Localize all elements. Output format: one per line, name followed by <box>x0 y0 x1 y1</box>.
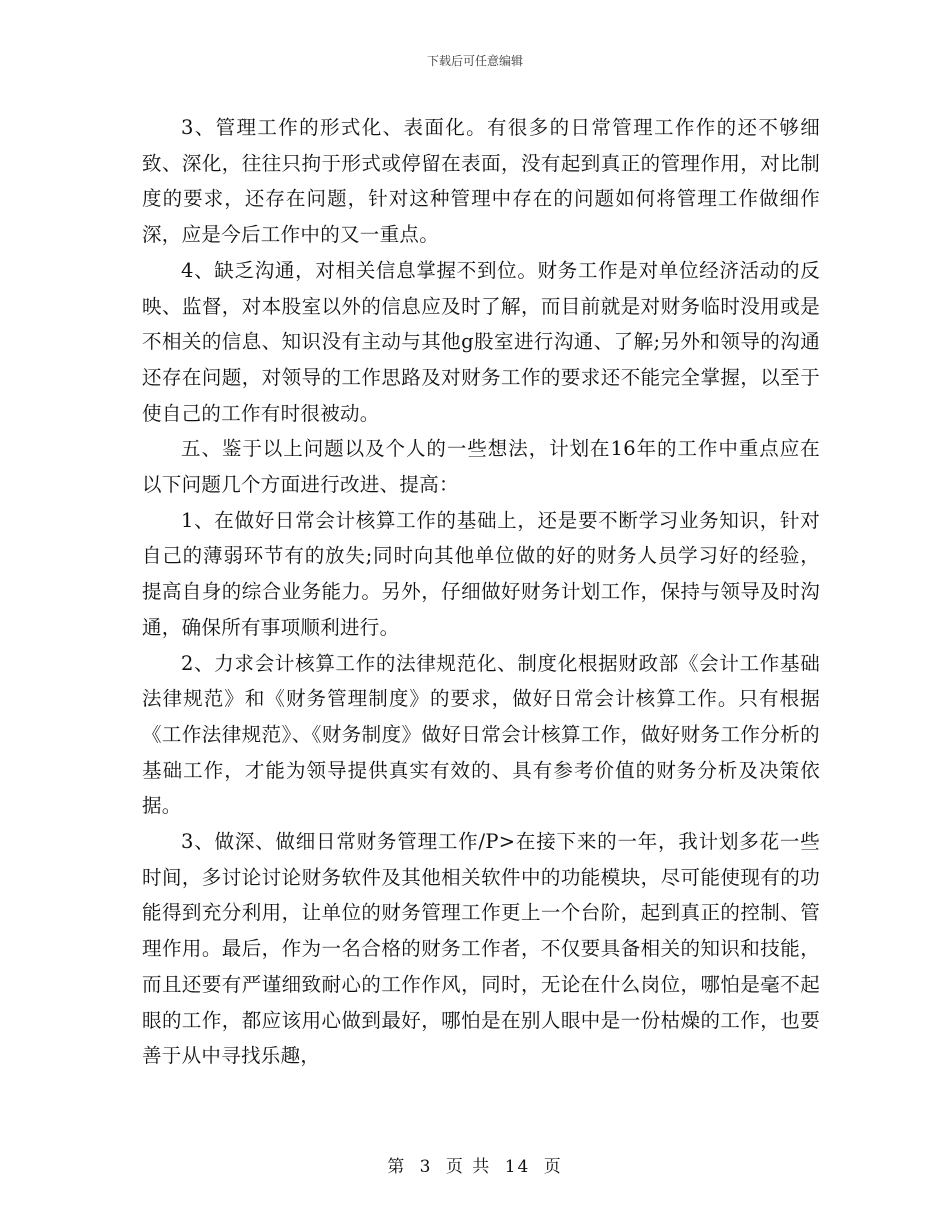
footer-prefix: 第 <box>387 1157 407 1177</box>
paragraph: 4、缺乏沟通，对相关信息掌握不到位。财务工作是对单位经济活动的反映、监督，对本股室以外的信息应及时了解，而目前就是对财务临时没用或是不相关的信息、知识没有主动与其他g股室进行沟通、了解;另外和领导的沟通还存在问题，对领导的工作思路及对财务工作的要求还不能完全掌握，以至于使自己的工作有时很被动。 <box>142 258 820 425</box>
paragraph: 3、做深、做细日常财务管理工作/P>在接下来的一年，我计划多花一些时间，多讨论讨论财务软件及其他相关软件中的功能模块，尽可能使现有的功能得到充分利用，让单位的财务管理工作更上一个台阶，起到真正的控制、管理作用。最后，作为一名合格的财务工作者，不仅要具备相关的知识和技能，而且还要有严谨细致耐心的工作作风，同时，无论在什么岗位，哪怕是毫不起眼的工作，都应该用心做到最好，哪怕是在别人眼中是一份枯燥的工作，也要善于从中寻找乐趣， <box>142 830 820 1068</box>
footer-suffix: 页 <box>543 1157 563 1177</box>
page-footer <box>0 1152 950 1177</box>
total-page-count: 14 <box>504 1157 531 1177</box>
paragraph: 3、管理工作的形式化、表面化。有很多的日常管理工作作的还不够细致、深化，往往只拘于形式或停留在表面，没有起到真正的管理作用，对比制度的要求，还存在问题，针对这种管理中存在的问题如何将管理工作做细作深，应是今后工作中的又一重点。 <box>142 116 820 247</box>
paragraph: 2、力求会计核算工作的法律规范化、制度化根据财政部《会计工作基础法律规范》和《财务管理制度》的要求，做好日常会计核算工作。只有根据《工作法律规范》、《财务制度》做好日常会计核算工作，做好财务工作分析的基础工作，才能为领导提供真实有效的、具有参考价值的财务分析及决策依据。 <box>142 651 820 818</box>
current-page-number: 3 <box>419 1157 433 1177</box>
footer-middle: 页 共 <box>445 1157 492 1177</box>
paragraph: 1、在做好日常会计核算工作的基础上，还是要不断学习业务知识，针对自己的薄弱环节有的放失;同时向其他单位做的好的财务人员学习好的经验，提高自身的综合业务能力。另外，仔细做好财务计划工作，保持与领导及时沟通，确保所有事项顺利进行。 <box>142 508 820 639</box>
paragraph: 五、鉴于以上问题以及个人的一些想法，计划在16年的工作中重点应在以下问题几个方面进行改进、提高： <box>142 437 820 497</box>
page-header: 下载后可任意编辑 <box>426 54 523 68</box>
document-body <box>142 110 820 1074</box>
